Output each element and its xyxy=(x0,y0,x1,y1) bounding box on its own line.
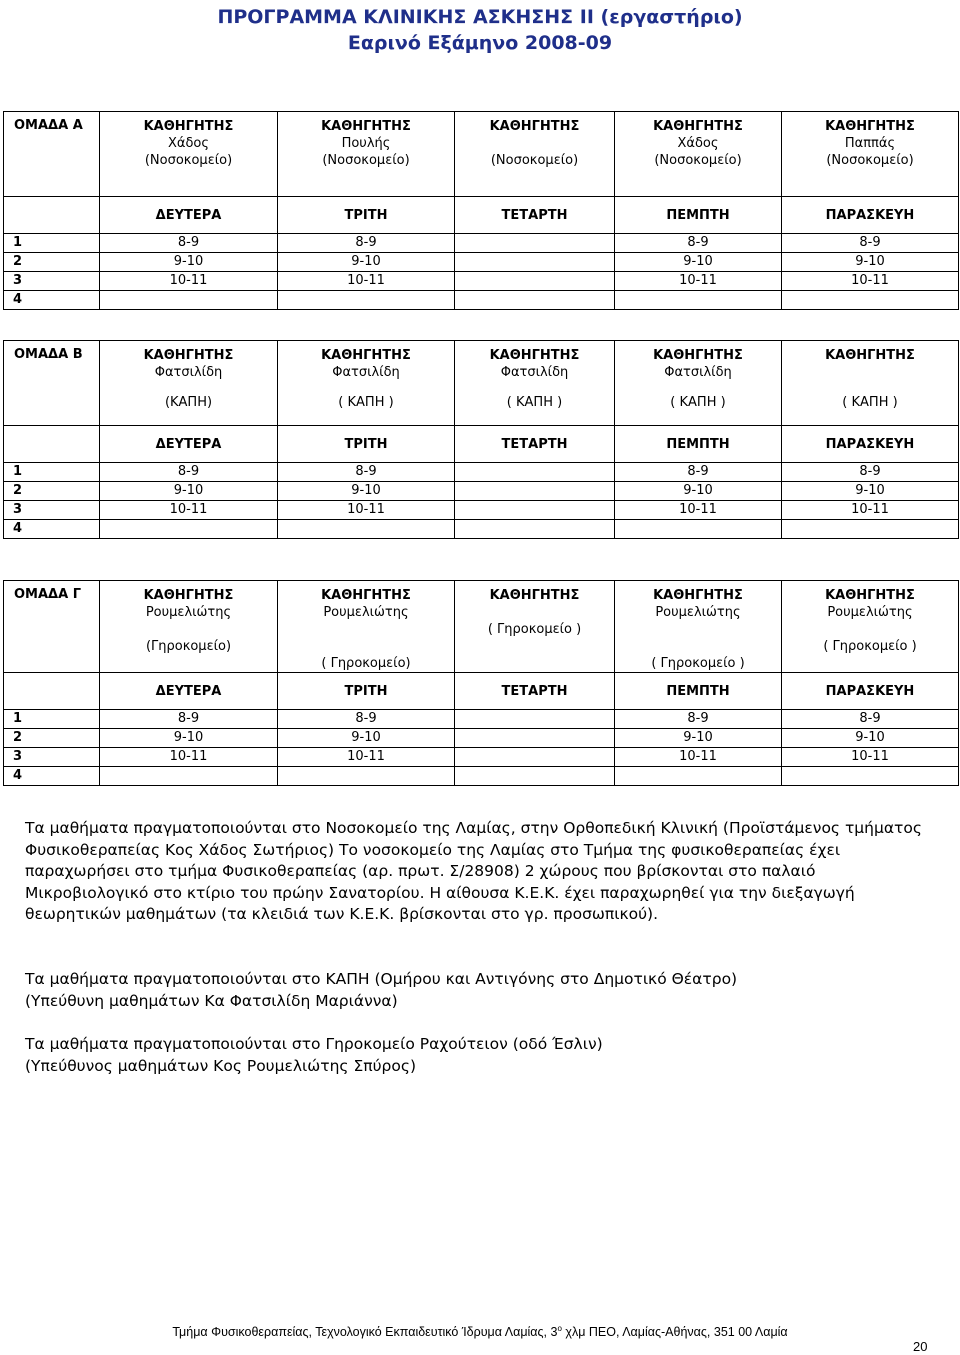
time-cell: 8-9 xyxy=(100,463,278,482)
time-cell: 9-10 xyxy=(782,482,959,501)
time-cell xyxy=(782,520,959,539)
group-name: ΟΜΑΔΑ Γ xyxy=(4,581,100,673)
professor-cell: ΚΑΘΗΓΗΤΗΣ Πουλής (Νοσοκομείο) xyxy=(278,112,455,197)
slot-number: 2 xyxy=(4,729,100,748)
time-cell: 9-10 xyxy=(100,482,278,501)
slot-number: 4 xyxy=(4,520,100,539)
time-cell: 9-10 xyxy=(782,253,959,272)
day-header: ΔΕΥΤΕΡΑ xyxy=(100,197,278,234)
page-subtitle: Εαρινό Εξάμηνο 2008-09 xyxy=(347,32,613,54)
notes-nursing-home-responsible: (Υπεύθυνος μαθημάτων Κος Ρουμελιώτης Σπύρος) xyxy=(25,1056,417,1075)
time-cell: 8-9 xyxy=(278,234,455,253)
footer-text-end: χλμ ΠΕΟ, Λαμίας-Αθήνας, 351 00 Λαμία xyxy=(561,1325,788,1340)
slot-number: 4 xyxy=(4,767,100,786)
slot-number: 2 xyxy=(4,482,100,501)
time-cell xyxy=(615,520,782,539)
time-cell xyxy=(455,291,615,310)
schedule-table-group-c xyxy=(3,580,959,786)
day-header: ΠΑΡΑΣΚΕΥΗ xyxy=(782,197,959,234)
time-cell xyxy=(455,253,615,272)
professor-cell: ΚΑΘΗΓΗΤΗΣ Φατσιλίδη ( ΚΑΠΗ ) xyxy=(278,341,455,426)
footer-text-start: Τμήμα Φυσικοθεραπείας, Τεχνολογικό Εκπαιδευτικό Ίδρυμα Λαμίας, 3 xyxy=(172,1325,558,1340)
professor-cell: ΚΑΘΗΓΗΤΗΣ Ρουμελιώτης ( Γηροκομείο ) xyxy=(782,581,959,673)
time-cell xyxy=(100,291,278,310)
time-cell: 8-9 xyxy=(782,463,959,482)
time-cell xyxy=(615,767,782,786)
time-cell xyxy=(455,463,615,482)
day-header: ΤΕΤΑΡΤΗ xyxy=(455,426,615,463)
professor-cell: ΚΑΘΗΓΗΤΗΣ Χάδος (Νοσοκομείο) xyxy=(615,112,782,197)
day-header: ΔΕΥΤΕΡΑ xyxy=(100,426,278,463)
day-header: ΠΕΜΠΤΗ xyxy=(615,426,782,463)
slot-number: 1 xyxy=(4,463,100,482)
time-cell xyxy=(455,520,615,539)
time-cell: 10-11 xyxy=(615,501,782,520)
time-cell xyxy=(455,748,615,767)
time-cell: 10-11 xyxy=(100,501,278,520)
time-cell: 8-9 xyxy=(278,463,455,482)
professor-cell: ΚΑΘΗΓΗΤΗΣ Ρουμελιώτης (Γηροκομείο) xyxy=(100,581,278,673)
notes-nursing-home xyxy=(25,1034,925,1077)
slot-number: 2 xyxy=(4,253,100,272)
time-cell: 9-10 xyxy=(100,253,278,272)
professor-cell: ΚΑΘΗΓΗΤΗΣ (Νοσοκομείο) xyxy=(455,112,615,197)
time-cell: 8-9 xyxy=(615,710,782,729)
time-cell: 9-10 xyxy=(278,253,455,272)
day-header: ΤΡΙΤΗ xyxy=(278,426,455,463)
slot-number: 3 xyxy=(4,272,100,291)
page-title: ΠΡΟΓΡΑΜΜΑ ΚΛΙΝΙΚΗΣ ΑΣΚΗΣΗΣ ΙΙ (εργαστήριο) xyxy=(217,6,743,28)
time-cell: 10-11 xyxy=(782,272,959,291)
slot-number: 1 xyxy=(4,710,100,729)
day-header: ΠΑΡΑΣΚΕΥΗ xyxy=(782,673,959,710)
group-name: ΟΜΑΔΑ Α xyxy=(4,112,100,197)
time-cell: 8-9 xyxy=(782,234,959,253)
slot-number: 3 xyxy=(4,501,100,520)
schedule-table-group-a xyxy=(3,111,959,310)
time-cell xyxy=(455,767,615,786)
professor-cell: ΚΑΘΗΓΗΤΗΣ Ρουμελιώτης ( Γηροκομείο) xyxy=(278,581,455,673)
empty-cell xyxy=(4,426,100,463)
time-cell: 10-11 xyxy=(278,501,455,520)
day-header: ΤΡΙΤΗ xyxy=(278,197,455,234)
time-cell: 10-11 xyxy=(782,748,959,767)
time-cell: 9-10 xyxy=(782,729,959,748)
time-cell: 10-11 xyxy=(278,748,455,767)
time-cell xyxy=(782,767,959,786)
time-cell xyxy=(455,501,615,520)
time-cell: 8-9 xyxy=(278,710,455,729)
professor-cell: ΚΑΘΗΓΗΤΗΣ Ρουμελιώτης ( Γηροκομείο ) xyxy=(615,581,782,673)
time-cell: 9-10 xyxy=(615,253,782,272)
time-cell: 8-9 xyxy=(615,234,782,253)
time-cell: 8-9 xyxy=(615,463,782,482)
professor-cell: ΚΑΘΗΓΗΤΗΣ ( Γηροκομείο ) xyxy=(455,581,615,673)
slot-number: 1 xyxy=(4,234,100,253)
time-cell: 8-9 xyxy=(100,234,278,253)
notes-kapi-location: Τα μαθήματα πραγματοποιούνται στο ΚΑΠΗ (Ομήρου και Αντιγόνης στο Δημοτικό Θέατρο) xyxy=(25,970,738,988)
professor-cell: ΚΑΘΗΓΗΤΗΣ Φατσιλίδη ( ΚΑΠΗ ) xyxy=(615,341,782,426)
time-cell: 10-11 xyxy=(100,272,278,291)
time-cell xyxy=(455,234,615,253)
day-header: ΤΕΤΑΡΤΗ xyxy=(455,197,615,234)
day-header: ΠΕΜΠΤΗ xyxy=(615,673,782,710)
day-header: ΠΑΡΑΣΚΕΥΗ xyxy=(782,426,959,463)
time-cell: 9-10 xyxy=(615,729,782,748)
group-name: ΟΜΑΔΑ Β xyxy=(4,341,100,426)
schedule-table-group-b xyxy=(3,340,959,539)
day-header: ΤΡΙΤΗ xyxy=(278,673,455,710)
time-cell xyxy=(455,482,615,501)
time-cell xyxy=(278,520,455,539)
time-cell xyxy=(100,767,278,786)
time-cell xyxy=(615,291,782,310)
time-cell xyxy=(455,710,615,729)
day-header: ΤΕΤΑΡΤΗ xyxy=(455,673,615,710)
footer-superscript: ο xyxy=(557,1324,562,1333)
day-header: ΔΕΥΤΕΡΑ xyxy=(100,673,278,710)
time-cell: 9-10 xyxy=(100,729,278,748)
time-cell xyxy=(278,767,455,786)
time-cell: 10-11 xyxy=(615,272,782,291)
slot-number: 4 xyxy=(4,291,100,310)
time-cell: 10-11 xyxy=(278,272,455,291)
notes-hospital: Τα μαθήματα πραγματοποιούνται στο Νοσοκομείο της Λαμίας, στην Ορθοπεδική Κλινική (Προϊστάμενος τμήματος Φυσικοθεραπείας Κος Χάδος Σωτήριος) Το νοσοκομείο της Λαμίας στο Τμήμα της φυσικοθεραπείας έχει παραχωρήσει στο τμήμα Φυσικοθεραπείας (αρ. πρωτ. Σ/28908) 2 χώρους που βρίσκονται στο παλαιό Μικροβιολογικό στο κτίριο του πρώην Σανατορίου. Η αίθουσα Κ.Ε.Κ. έχει παραχωρηθεί για την διεξαγωγή θεωρητικών μαθημάτων (τα κλειδιά των Κ.Ε.Κ. βρίσκονται στο γρ. προσωπικού). xyxy=(25,819,922,923)
time-cell xyxy=(455,729,615,748)
notes-kapi-responsible: (Υπεύθυνη μαθημάτων Κα Φατσιλίδη Μαριάννα) xyxy=(25,991,398,1010)
empty-cell xyxy=(4,673,100,710)
time-cell: 10-11 xyxy=(100,748,278,767)
professor-cell: ΚΑΘΗΓΗΤΗΣ Φατσιλίδη ( ΚΑΠΗ ) xyxy=(455,341,615,426)
time-cell xyxy=(278,291,455,310)
professor-cell: ΚΑΘΗΓΗΤΗΣ Χάδος (Νοσοκομείο) xyxy=(100,112,278,197)
time-cell xyxy=(782,291,959,310)
page-number: 20 xyxy=(913,1339,928,1354)
time-cell xyxy=(100,520,278,539)
professor-cell: ΚΑΘΗΓΗΤΗΣ ( ΚΑΠΗ ) xyxy=(782,341,959,426)
time-cell: 8-9 xyxy=(782,710,959,729)
time-cell xyxy=(455,272,615,291)
time-cell: 8-9 xyxy=(100,710,278,729)
time-cell: 10-11 xyxy=(782,501,959,520)
notes-nursing-home-location: Τα μαθήματα πραγματοποιούνται στο Γηροκομείο Ραχούτειον (οδό Έσλιν) xyxy=(25,1035,603,1053)
time-cell: 9-10 xyxy=(278,729,455,748)
empty-cell xyxy=(4,197,100,234)
page-footer xyxy=(0,1324,960,1339)
professor-cell: ΚΑΘΗΓΗΤΗΣ Παππάς (Νοσοκομείο) xyxy=(782,112,959,197)
time-cell: 9-10 xyxy=(278,482,455,501)
time-cell: 10-11 xyxy=(615,748,782,767)
time-cell: 9-10 xyxy=(615,482,782,501)
professor-cell: ΚΑΘΗΓΗΤΗΣ Φατσιλίδη (ΚΑΠΗ) xyxy=(100,341,278,426)
day-header: ΠΕΜΠΤΗ xyxy=(615,197,782,234)
slot-number: 3 xyxy=(4,748,100,767)
notes-kapi xyxy=(25,969,925,1012)
